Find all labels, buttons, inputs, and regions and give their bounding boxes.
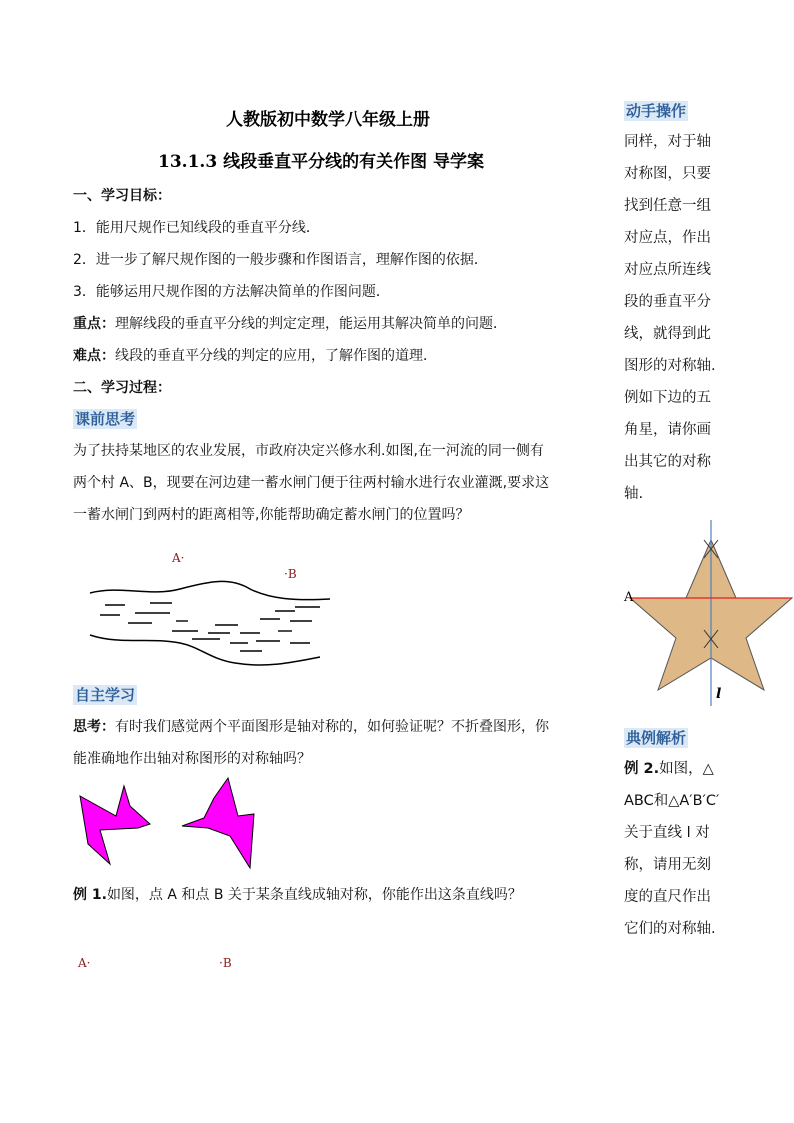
think-text-1: 有时我们感觉两个平面图形是轴对称的，如何验证呢？不折叠图形，你 — [115, 719, 549, 735]
goal-item: 2．进一步了解尺规作图的一般步骤和作图语言，理解作图的依据． — [73, 252, 488, 268]
process-heading: 二、学习过程： — [73, 380, 171, 396]
water-lines — [100, 603, 320, 651]
difficulty-text: 线段的垂直平分线的判定的应用，了解作图的道理． — [115, 348, 437, 364]
example-2-text: 称，请用无刻 — [624, 857, 711, 873]
hands-on-text: 对应点所连线 — [624, 262, 711, 278]
example-1-text: 如图，点 A 和点 B 关于某条直线成轴对称，你能作出这条直线吗？ — [106, 887, 522, 903]
pre-think-label: 课前思考 — [75, 410, 136, 428]
example-1 — [73, 885, 522, 905]
point-a-label: A· — [78, 956, 91, 970]
hands-on-text: 段的垂直平分 — [624, 294, 711, 310]
pre-think-text: 为了扶持某地区的农业发展，市政府决定兴修水利.如图,在一河流的同一侧有 — [73, 443, 544, 459]
village-b-label: ·B — [284, 567, 297, 581]
example-analysis-label: 典例解析 — [626, 729, 687, 747]
key-text: 理解线段的垂直平分线的判定定理，能运用其解决简单的问题． — [115, 316, 507, 332]
right-shape — [182, 778, 254, 868]
think-label: 思考： — [73, 719, 115, 735]
point-b-label: ·B — [219, 956, 232, 970]
example-2-text: 度的直尺作出 — [624, 889, 711, 905]
lesson-title: 13.1.3 线段垂直平分线的有关作图 导学案 — [158, 152, 484, 172]
think-text-2: 能准确地作出轴对称图形的对称轴吗？ — [73, 751, 311, 767]
hands-on-text: 角星，请你画 — [624, 422, 711, 438]
star-figure — [620, 518, 794, 708]
goal-item: 1．能用尺规作已知线段的垂直平分线． — [73, 220, 320, 236]
star-point-a-label: A — [624, 590, 634, 605]
axis-l-label: l — [716, 686, 722, 702]
difficulty-label: 难点： — [73, 348, 115, 364]
example-2-label: 例 2. — [624, 761, 660, 777]
example-2-text: ABC和△A′B′C′ — [624, 793, 720, 809]
river-figure — [80, 575, 340, 675]
pre-think-text: 一蓄水闸门到两村的距离相等,你能帮助确定蓄水闸门的位置吗？ — [73, 507, 470, 523]
village-a-label: A· — [172, 551, 185, 565]
hands-on-label: 动手操作 — [626, 102, 687, 120]
hands-on-text: 图形的对称轴. — [624, 358, 716, 374]
example-2-first-line: 例 2.如图，△ — [624, 761, 714, 777]
hands-on-text: 对称图，只要 — [624, 166, 711, 182]
key-point — [73, 314, 507, 334]
goals-heading: 一、学习目标： — [73, 188, 171, 204]
hands-on-text: 出其它的对称 — [624, 454, 711, 470]
think-line — [73, 717, 549, 737]
hands-on-text: 线，就得到此 — [624, 326, 711, 342]
example-2-text: 它们的对称轴. — [624, 921, 716, 937]
key-label: 重点： — [73, 316, 115, 332]
example-2-text: 关于直线 l 对 — [624, 825, 710, 841]
left-shape — [80, 786, 150, 864]
page-title: 人教版初中数学八年级上册 — [226, 110, 430, 130]
hands-on-text: 找到任意一组 — [624, 198, 711, 214]
difficulty-point — [73, 346, 437, 366]
hands-on-text: 同样，对于轴 — [624, 134, 711, 150]
hands-on-text: 对应点，作出 — [624, 230, 711, 246]
river-bank-top — [90, 581, 330, 599]
symmetric-shapes-figure — [78, 776, 268, 872]
hands-on-text: 轴. — [624, 486, 644, 502]
example-1-label: 例 1. — [73, 887, 107, 903]
goal-item: 3．能够运用尺规作图的方法解决简单的作图问题． — [73, 284, 390, 300]
pre-think-text: 两个村 A、B，现要在河边建一蓄水闸门便于往两村输水进行农业灌溉,要求这 — [73, 475, 550, 491]
hands-on-text: 例如下边的五 — [624, 390, 711, 406]
self-study-label: 自主学习 — [75, 686, 136, 704]
